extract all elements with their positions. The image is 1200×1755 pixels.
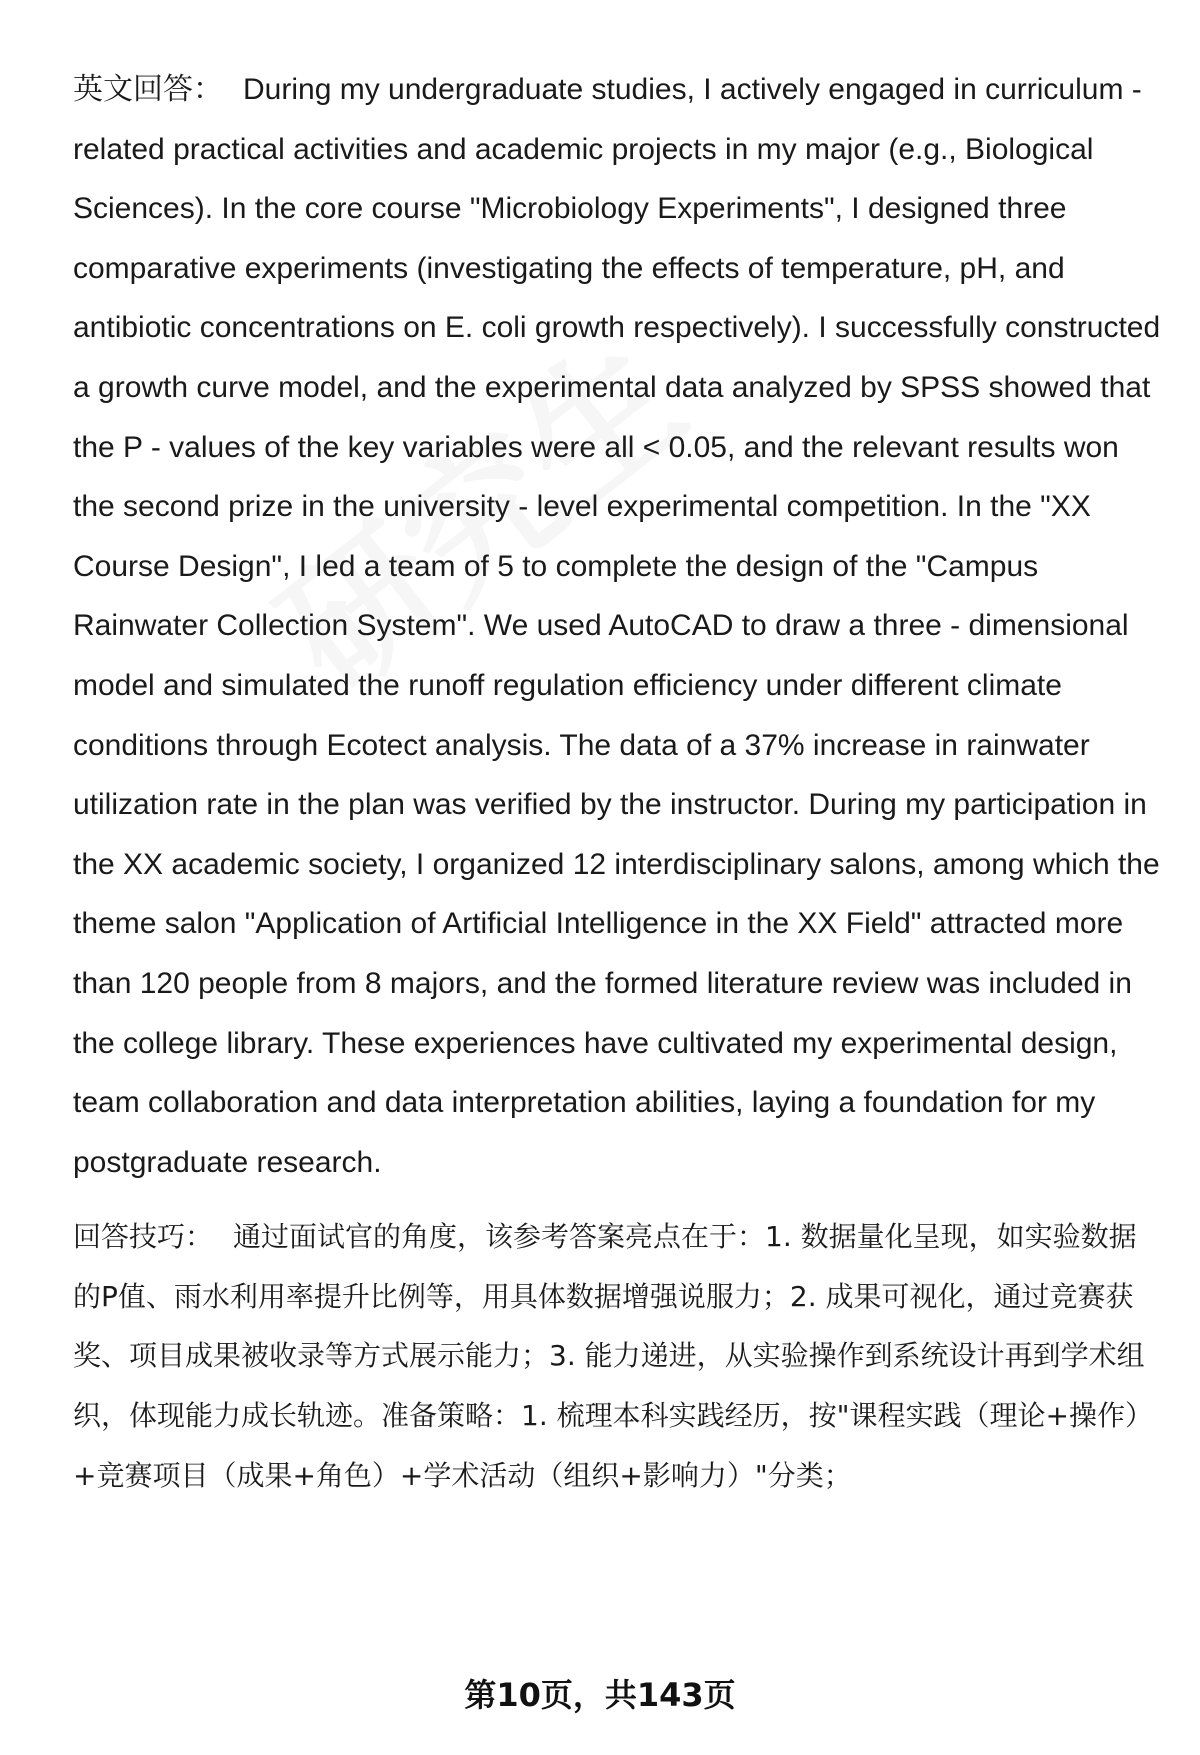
english-answer-paragraph (73, 60, 1163, 1192)
english-answer-text: During my undergraduate studies, I actively engaged in curriculum - related practical activities and academic projects in my major (e.g., Biological Sciences). In the core course "Microbiology Experiments", I designed three comparative experiments (investigating the effects of temperature, pH, and antibiotic concentrations on E. coli growth respectively). I successfully constructed a growth curve model, and the experimental data analyzed by SPSS showed that the P - values of the key variables were all < 0.05, and the relevant results won the second prize in the university - level experimental competition. In the "XX Course Design", I led a team of 5 to complete the design of the "Campus Rainwater Collection System". We used AutoCAD to draw a three - dimensional model and simulated the runoff regulation efficiency under different climate conditions through Ecotect analysis. The data of a 37% increase in rainwater utilization rate in the plan was verified by the instructor. During my participation in the XX academic society, I organized 12 interdisciplinary salons, among which the theme salon "Application of Artificial Intelligence in the XX Field" attracted more than 120 people from 8 majors, and the formed literature review was included in the college library. These experiences have cultivated my experimental design, team collaboration and data interpretation abilities, laying a foundation for my postgraduate research. (73, 73, 1161, 1179)
answer-tips-label: 回答技巧： (73, 1220, 214, 1254)
answer-tips-paragraph (73, 1207, 1163, 1505)
english-answer-label: 英文回答： (73, 73, 223, 106)
answer-tips-text: 通过面试官的角度，该参考答案亮点在于：1. 数据量化呈现，如实验数据的P值、雨水利用率提升比例等，用具体数据增强说服力；2. 成果可视化，通过竞赛获奖、项目成果被收录等方式展示能力；3. 能力递进，从实验操作到系统设计再到学术组织，体现能力成长轨迹。准备策略：1. 梳理本科实践经历，按"课程实践（理论+操作）+竞赛项目（成果+角色）+学术活动（组织+影响力）"分类； (73, 1220, 1153, 1492)
page-number-footer: 第10页，共143页 (464, 1676, 736, 1714)
document-body (73, 60, 1163, 1505)
